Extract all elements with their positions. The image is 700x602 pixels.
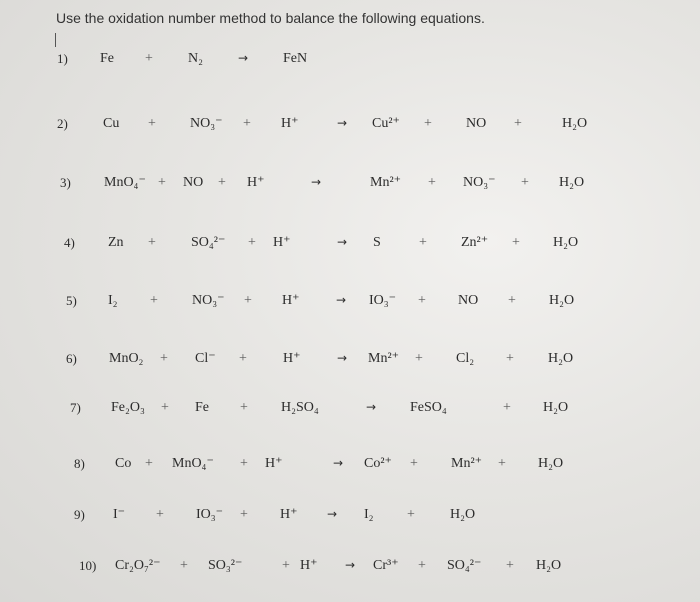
- plus-sign: +: [240, 507, 248, 522]
- equation-number: 6): [66, 351, 77, 366]
- chemical-species: SO₃²⁻: [208, 558, 243, 573]
- reaction-arrow-icon: →: [337, 351, 348, 365]
- chemical-species: H₂O: [548, 351, 574, 366]
- plus-sign: +: [180, 558, 188, 573]
- chemical-species: Zn: [108, 235, 124, 250]
- chemical-species: H₂O: [538, 456, 564, 471]
- plus-sign: +: [243, 116, 251, 131]
- chemical-species: H₂SO₄: [281, 400, 319, 415]
- chemical-species: SO₄²⁻: [447, 558, 482, 573]
- plus-sign: +: [514, 116, 522, 131]
- plus-sign: +: [158, 175, 166, 190]
- plus-sign: +: [506, 558, 514, 573]
- plus-sign: +: [512, 235, 520, 250]
- chemical-species: MnO₄⁻: [172, 456, 214, 471]
- plus-sign: +: [156, 507, 164, 522]
- plus-sign: +: [240, 456, 248, 471]
- chemical-species: I₂: [108, 293, 118, 308]
- plus-sign: +: [239, 351, 247, 366]
- chemical-species: IO₃⁻: [369, 293, 397, 308]
- chemical-species: NO₃⁻: [192, 293, 225, 308]
- chemical-species: NO: [466, 116, 487, 131]
- chemical-species: NO₃⁻: [190, 116, 223, 131]
- chemical-species: Co: [115, 456, 132, 471]
- chemical-species: MnO₄⁻: [104, 175, 146, 190]
- chemical-species: I⁻: [113, 507, 126, 522]
- chemical-species: H₂O: [543, 400, 569, 415]
- equation-number: 10): [79, 558, 97, 573]
- chemical-species: NO: [183, 175, 204, 190]
- plus-sign: +: [508, 293, 516, 308]
- plus-sign: +: [418, 293, 426, 308]
- chemical-species: H₂O: [549, 293, 575, 308]
- plus-sign: +: [506, 351, 514, 366]
- chemical-species: I₂: [364, 507, 374, 522]
- plus-sign: +: [218, 175, 226, 190]
- chemical-species: Cl₂: [456, 351, 475, 366]
- plus-sign: +: [407, 507, 415, 522]
- chemical-species: S: [373, 235, 381, 250]
- chemical-species: H⁺: [273, 235, 291, 250]
- plus-sign: +: [521, 175, 529, 190]
- equation-number: 3): [60, 175, 71, 190]
- chemical-species: Mn²⁺: [368, 351, 400, 366]
- equation-number: 2): [57, 116, 68, 131]
- chemical-species: SO₄²⁻: [191, 235, 226, 250]
- plus-sign: +: [418, 558, 426, 573]
- instruction-text: Use the oxidation number method to balance the following equations.: [56, 10, 485, 26]
- equation-number: 9): [74, 507, 85, 522]
- chemical-species: Mn²⁺: [451, 456, 483, 471]
- plus-sign: +: [145, 51, 153, 66]
- plus-sign: +: [424, 116, 432, 131]
- plus-sign: +: [148, 116, 156, 131]
- reaction-arrow-icon: →: [345, 558, 356, 572]
- reaction-arrow-icon: →: [366, 400, 377, 414]
- text-cursor: [55, 33, 56, 47]
- chemical-species: Zn²⁺: [461, 235, 489, 250]
- plus-sign: +: [248, 235, 256, 250]
- plus-sign: +: [161, 400, 169, 415]
- plus-sign: +: [415, 351, 423, 366]
- chemical-species: H⁺: [283, 351, 301, 366]
- chemical-species: Mn²⁺: [370, 175, 402, 190]
- reaction-arrow-icon: →: [337, 116, 348, 130]
- chemical-species: Cu²⁺: [372, 116, 400, 131]
- chemical-species: Cr₂O₇²⁻: [115, 558, 161, 573]
- plus-sign: +: [503, 400, 511, 415]
- chemical-species: IO₃⁻: [196, 507, 224, 522]
- plus-sign: +: [148, 235, 156, 250]
- chemical-species: H⁺: [280, 507, 298, 522]
- chemical-species: Co²⁺: [364, 456, 392, 471]
- chemical-species: H⁺: [282, 293, 300, 308]
- chemical-species: Cl⁻: [195, 351, 216, 366]
- plus-sign: +: [410, 456, 418, 471]
- chemical-species: NO: [458, 293, 479, 308]
- reaction-arrow-icon: →: [238, 51, 249, 65]
- equation-number: 4): [64, 235, 75, 250]
- plus-sign: +: [282, 558, 290, 573]
- chemical-species: Fe: [195, 400, 209, 415]
- chemical-species: H₂O: [450, 507, 476, 522]
- plus-sign: +: [244, 293, 252, 308]
- plus-sign: +: [150, 293, 158, 308]
- chemical-species: Fe₂O₃: [111, 400, 145, 415]
- reaction-arrow-icon: →: [336, 293, 347, 307]
- reaction-arrow-icon: →: [327, 507, 338, 521]
- chemical-species: FeSO₄: [410, 400, 447, 415]
- chemical-species: H₂O: [559, 175, 585, 190]
- chemical-species: NO₃⁻: [463, 175, 496, 190]
- reaction-arrow-icon: →: [311, 175, 322, 189]
- chemical-species: H₂O: [536, 558, 562, 573]
- chemical-species: Cu: [103, 116, 120, 131]
- plus-sign: +: [419, 235, 427, 250]
- plus-sign: +: [498, 456, 506, 471]
- chemical-species: Cr³⁺: [373, 558, 399, 573]
- chemical-species: MnO₂: [109, 351, 144, 366]
- plus-sign: +: [145, 456, 153, 471]
- equation-number: 1): [57, 51, 68, 66]
- equation-number: 8): [74, 456, 85, 471]
- equation-number: 5): [66, 293, 77, 308]
- chemical-species: H₂O: [562, 116, 588, 131]
- plus-sign: +: [428, 175, 436, 190]
- chemical-species: H⁺: [300, 558, 318, 573]
- chemical-species: H⁺: [247, 175, 265, 190]
- equation-number: 7): [70, 400, 81, 415]
- chemical-species: H⁺: [265, 456, 283, 471]
- reaction-arrow-icon: →: [337, 235, 348, 249]
- chemical-species: H⁺: [281, 116, 299, 131]
- chemical-species: FeN: [283, 51, 308, 66]
- plus-sign: +: [160, 351, 168, 366]
- plus-sign: +: [240, 400, 248, 415]
- chemical-species: Fe: [100, 51, 114, 66]
- chemical-species: N₂: [188, 51, 203, 66]
- reaction-arrow-icon: →: [333, 456, 344, 470]
- chemical-species: H₂O: [553, 235, 579, 250]
